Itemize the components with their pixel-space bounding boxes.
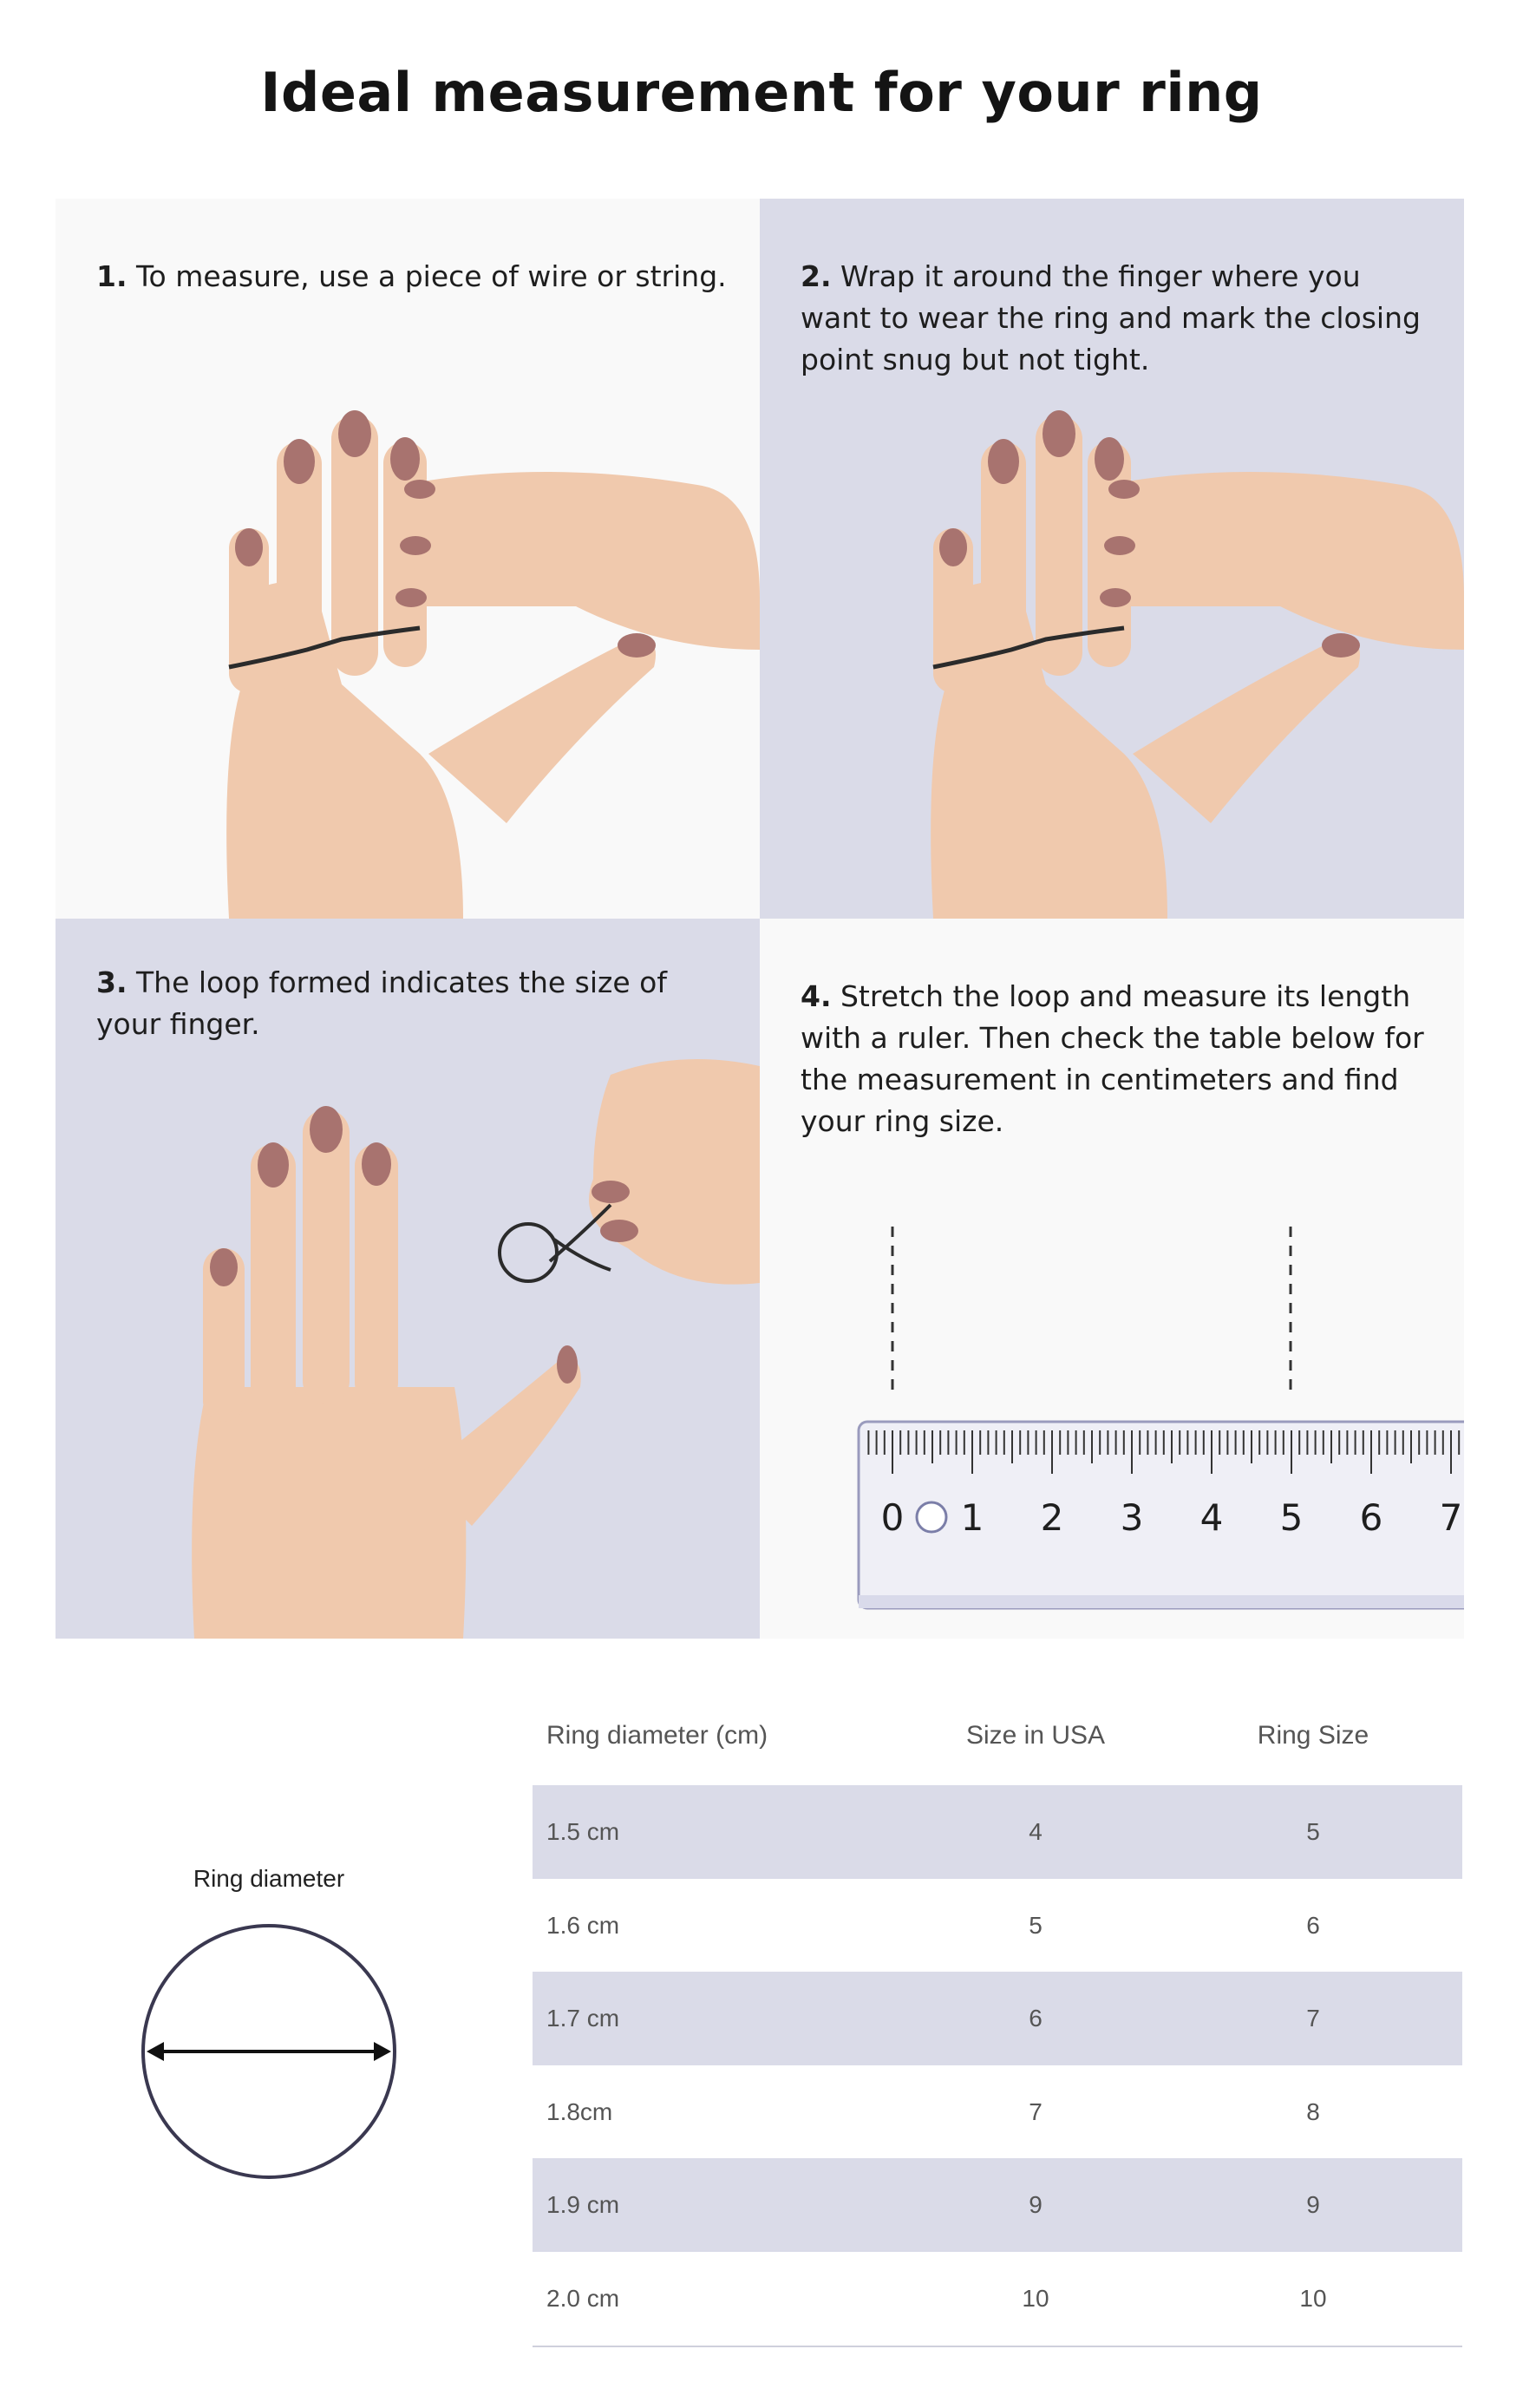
hand-marking-string-illustration — [760, 199, 1464, 919]
cell-ring-size: 10 — [1299, 2284, 1327, 2312]
ruler-number-2: 2 — [1040, 1496, 1064, 1539]
header-ring-size: Ring Size — [1257, 1721, 1369, 1750]
ring-diameter-label: Ring diameter — [193, 1865, 345, 1892]
step-4-text: 4. Stretch the loop and measure its length with a ruler. Then check the table below for the measurement in centimeters and find your ring size. — [801, 979, 1424, 1138]
cell-ring-size: 5 — [1306, 1818, 1320, 1845]
cell-usa-size: 6 — [1029, 2005, 1043, 2032]
hand-holding-loop-illustration — [56, 919, 760, 1639]
arrow-left-head — [147, 2042, 164, 2061]
cell-ring-size: 7 — [1306, 2005, 1320, 2032]
hand-wrapping-string-illustration — [56, 199, 760, 919]
ring-size-table — [533, 1691, 1462, 2347]
cell-diameter: 1.9 cm — [546, 2191, 620, 2219]
cell-usa-size: 9 — [1029, 2191, 1043, 2219]
ruler-number-5: 5 — [1279, 1496, 1304, 1539]
table-row — [533, 2158, 1462, 2252]
ruler-number-7: 7 — [1439, 1496, 1463, 1539]
ruler-hole — [917, 1502, 946, 1532]
ring-diameter-diagram — [134, 1917, 403, 2186]
step-2-text: 2. Wrap it around the finger where you want to wear the ring and mark the closing point snug but not tight. — [801, 259, 1421, 376]
cell-usa-size: 10 — [1022, 2284, 1049, 2312]
ruler-number-3: 3 — [1120, 1496, 1144, 1539]
table-row — [533, 1879, 1462, 1973]
table-row — [533, 1972, 1462, 2065]
cell-diameter: 1.6 cm — [546, 1911, 620, 1939]
table-row — [533, 1785, 1462, 1879]
cell-usa-size: 4 — [1029, 1818, 1043, 1845]
cell-ring-size: 6 — [1306, 1911, 1320, 1939]
ruler-number-0: 0 — [880, 1496, 905, 1539]
cell-ring-size: 8 — [1306, 2097, 1320, 2125]
page-title: Ideal measurement for your ring — [260, 61, 1263, 124]
header-size-usa: Size in USA — [965, 1721, 1106, 1750]
cell-diameter: 1.5 cm — [546, 1818, 620, 1845]
ruler-number-1: 1 — [960, 1496, 984, 1539]
arrow-right-head — [374, 2042, 391, 2061]
cell-ring-size: 9 — [1306, 2191, 1320, 2219]
step-3-text: 3. The loop formed indicates the size of your finger. — [96, 965, 667, 1041]
table-row — [533, 2252, 1462, 2347]
cell-diameter: 1.8cm — [546, 2097, 613, 2125]
cell-diameter: 2.0 cm — [546, 2284, 620, 2312]
ruler-number-6: 6 — [1359, 1496, 1383, 1539]
step-1-panel — [56, 199, 760, 919]
ruler-illustration — [760, 919, 1464, 1639]
step-1-text: 1. To measure, use a piece of wire or string. — [96, 259, 727, 293]
cell-usa-size: 5 — [1029, 1911, 1043, 1939]
table-row — [533, 2065, 1462, 2159]
step-2-panel — [760, 199, 1464, 919]
header-ring-diameter: Ring diameter (cm) — [546, 1721, 768, 1750]
ruler-number-4: 4 — [1199, 1496, 1224, 1539]
cell-diameter: 1.7 cm — [546, 2005, 620, 2032]
table-header — [533, 1691, 1462, 1785]
step-4-panel — [760, 919, 1464, 1639]
step-3-panel — [56, 919, 760, 1639]
cell-usa-size: 7 — [1029, 2097, 1043, 2125]
